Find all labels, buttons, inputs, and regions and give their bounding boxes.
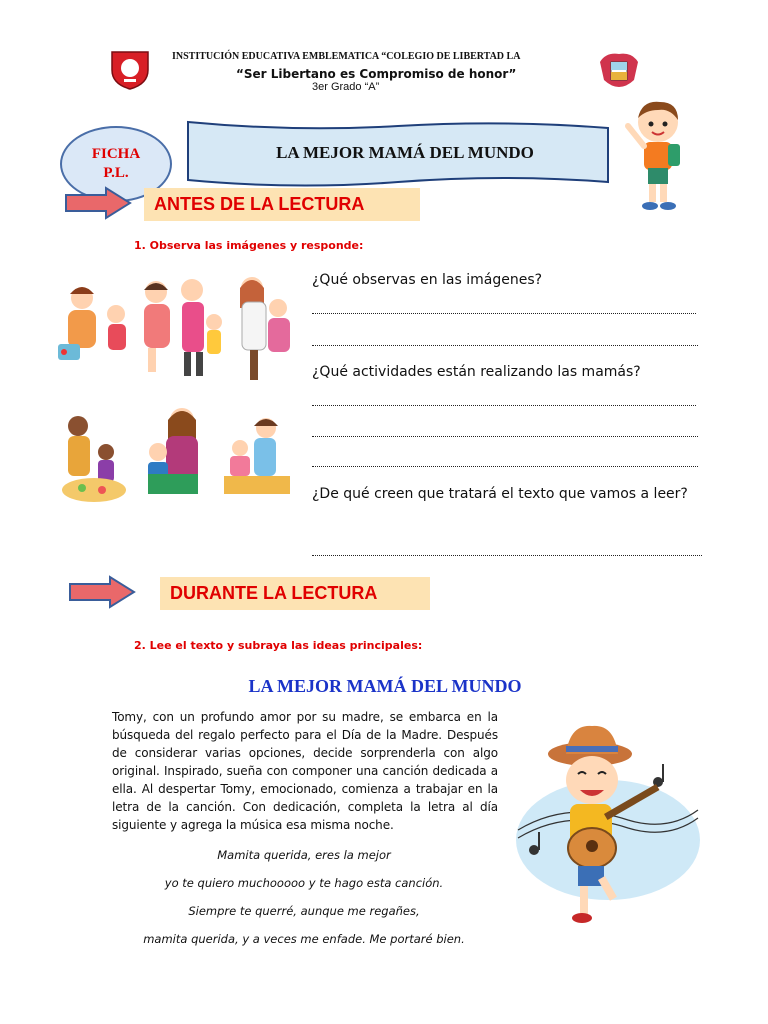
boy-illustration bbox=[622, 96, 694, 212]
section-during-reading: DURANTE LA LECTURA bbox=[160, 577, 430, 610]
answer-line[interactable] bbox=[312, 466, 698, 467]
page-title: LA MEJOR MAMÁ DEL MUNDO bbox=[276, 143, 534, 162]
reading-title: LA MEJOR MAMÁ DEL MUNDO bbox=[248, 676, 522, 696]
answer-line[interactable] bbox=[312, 555, 702, 556]
answer-line[interactable] bbox=[312, 313, 696, 314]
moms-activities-image-top bbox=[52, 268, 300, 388]
story-paragraph: Tomy, con un profundo amor por su madre, se embarca en la búsqueda del regalo perfecto para el Día de la Madre. Después de considerar varias opciones, decide sorprenderla con algo original. Inspirado, sueña con componer una canción dedicada a ella. Al despertar Tomy, emocionado, comienza a trabajar en la letra de la canción. Con dedicación, completa la letra al día siguiente y agrega la música esa misma noche. bbox=[112, 710, 498, 832]
moms-activities-image-bottom bbox=[54, 400, 294, 512]
ficha-line-2: P.L. bbox=[103, 165, 129, 181]
school-logo bbox=[108, 48, 152, 90]
answer-line[interactable] bbox=[312, 345, 698, 346]
question-2: ¿Qué actividades están realizando las mamás? bbox=[312, 364, 641, 380]
poem-line-1: Mamita querida, eres la mejor bbox=[217, 848, 391, 862]
question-3: ¿De qué creen que tratará el texto que vamos a leer? bbox=[312, 486, 688, 502]
ficha-line-1: FICHA bbox=[91, 146, 141, 162]
arrow-right-icon bbox=[68, 575, 136, 609]
grade-label: 3er Grado “A” bbox=[312, 81, 380, 93]
school-motto: “Ser Libertano es Compromiso de honor” bbox=[236, 67, 517, 81]
answer-line[interactable] bbox=[312, 405, 696, 406]
poem-line-2: yo te quiero muchooooo y te hago esta canción. bbox=[164, 876, 444, 890]
institution-name: INSTITUCIÓN EDUCATIVA EMBLEMATICA “COLEGIO DE LIBERTAD LA bbox=[172, 51, 521, 62]
boy-guitar-illustration bbox=[508, 720, 704, 930]
instruction-1: 1. Observa las imágenes y responde: bbox=[134, 239, 364, 252]
poem-line-3: Siempre te querré, aunque me regañes, bbox=[188, 904, 420, 918]
poem-line-4: mamita querida, y a veces me enfade. Me portaré bien. bbox=[143, 932, 465, 946]
answer-line[interactable] bbox=[312, 436, 698, 437]
arrow-right-icon bbox=[64, 186, 132, 220]
section-before-reading: ANTES DE LA LECTURA bbox=[144, 188, 420, 221]
question-1: ¿Qué observas en las imágenes? bbox=[312, 272, 543, 288]
national-shield-icon bbox=[596, 50, 642, 92]
instruction-2: 2. Lee el texto y subraya las ideas principales: bbox=[134, 639, 423, 652]
